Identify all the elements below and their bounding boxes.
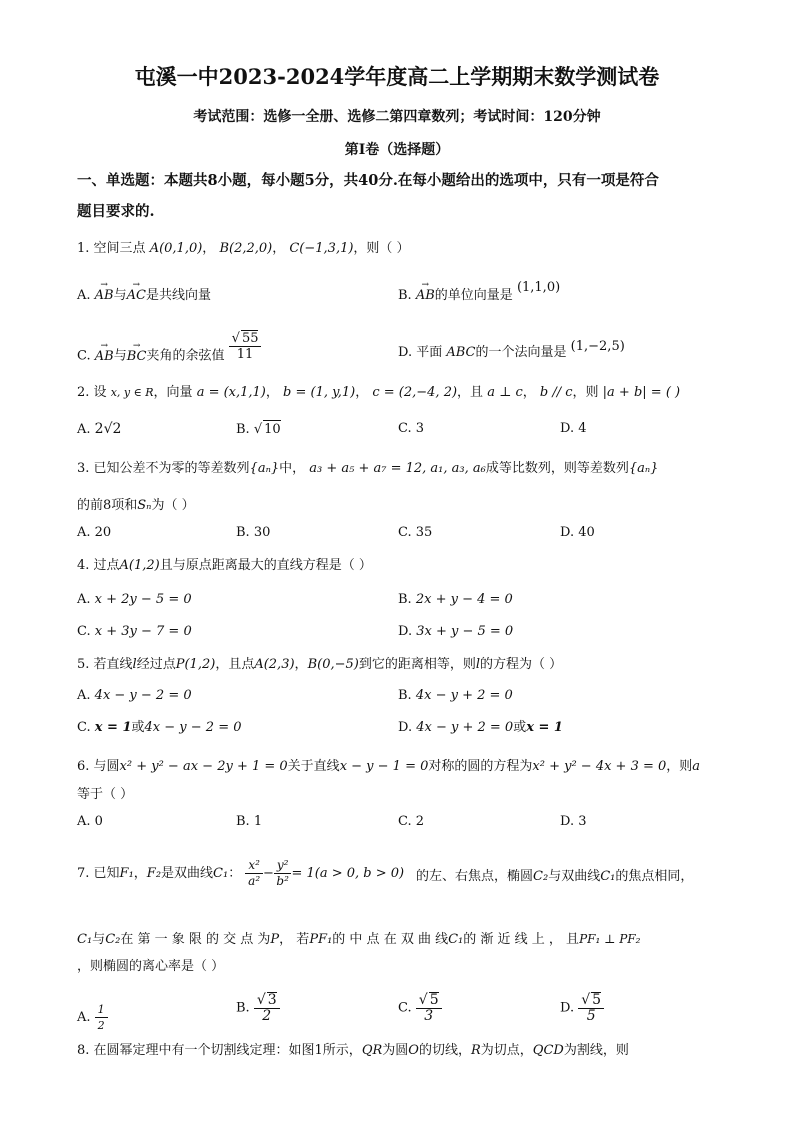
option-label: B. — [236, 1000, 250, 1016]
q1-opt-c-text2: 夹角的余弦值 — [146, 348, 225, 364]
option-or: 或 — [513, 720, 527, 735]
q7-colon: ： — [228, 866, 242, 881]
q7-c1-2: C₁ — [600, 869, 616, 884]
option-value: 3x + y − 5 = 0 — [416, 624, 514, 639]
q1-option-d — [398, 339, 625, 362]
q8-qcd: QCD — [532, 1043, 564, 1058]
question-8-stem — [77, 1042, 629, 1060]
q3-sequence-2: {aₙ} — [628, 461, 659, 476]
q1-opt-b-text: 的单位向量是 — [434, 288, 513, 303]
q4-text1: 4. 过点 — [77, 558, 120, 573]
q1-suffix: ，则（ ） — [353, 241, 410, 256]
q8-text1: 8. 在圆幂定理中有一个切割线定理：如图1所示， — [77, 1043, 362, 1058]
q5-text1: 5. 若直线 — [77, 657, 133, 672]
q7-text4: 与双曲线 — [548, 869, 601, 884]
q3-text3: 成等比数列，则等差数列 — [485, 461, 629, 476]
q7-point-p: P — [270, 932, 280, 947]
q7-c2-2: C₂ — [105, 932, 121, 947]
q7-c2: C₂ — [533, 869, 549, 884]
fraction-numerator: 1 — [95, 1002, 108, 1018]
q1-point-b: B(2,2,0) — [219, 241, 273, 256]
q1-opt-b-value: (1,1,0) — [516, 280, 561, 295]
q7-frac-x — [245, 858, 263, 889]
q7-l2-text-d: 的 中 点 在 双 曲 线 — [332, 932, 449, 947]
q7-f2: F₂ — [146, 866, 162, 881]
q1-opt-a-text1: 与 — [113, 288, 127, 303]
option-label: A. — [77, 688, 91, 703]
option-label: D. — [560, 1000, 575, 1016]
option-value: 4x − y − 2 = 0 — [94, 688, 192, 703]
vector-ab: → AB — [95, 287, 114, 305]
fraction-denominator: 11 — [236, 347, 254, 362]
q4-text2: 且与原点距离最大的直线方程是（ ） — [159, 558, 372, 573]
question-6-stem — [77, 758, 700, 776]
exam-scope: 考试范围：选修一全册、选修二第四章数列；考试时间：120分钟 — [193, 109, 601, 125]
option-value: 4x − y + 2 = 0 — [415, 688, 513, 703]
fraction-denominator: 2 — [262, 1008, 272, 1024]
q2-text3: ，则 — [572, 385, 599, 400]
q6-option-b: B. 1 — [236, 814, 263, 829]
q6-option-d: D. 3 — [560, 814, 587, 829]
plane-abc: ABC — [446, 345, 476, 360]
option-value: 2x + y − 4 = 0 — [415, 592, 513, 607]
question-7-stem — [77, 858, 404, 889]
q5-text5: 的方程为（ ） — [480, 657, 563, 672]
question-7-line2 — [77, 930, 640, 949]
q7-option-d: D. $\frac{√ 5}{5}$ — [560, 992, 604, 1024]
q2-option-c — [398, 420, 424, 438]
question-7-stem-cont — [416, 868, 693, 886]
volume-label: 第I卷（选择题） — [344, 142, 450, 158]
fraction-denominator: a² — [248, 874, 261, 888]
question-7-line3: ，则椭圆的离心率是（ ） — [77, 959, 225, 974]
vector-ab: → AB — [95, 348, 114, 366]
option-value: 4 — [578, 421, 587, 436]
q7-minus: − — [262, 866, 274, 881]
fraction-numerator: 3 — [267, 992, 277, 1008]
q5-point-p: P(1,2) — [175, 657, 216, 672]
q7-sep: ， — [133, 866, 147, 881]
q7-c1-4: C₁ — [448, 932, 464, 947]
option-value: 3 — [415, 421, 425, 436]
q1-opt-c-fraction: $\frac{√ 55}{11}$ — [229, 330, 262, 362]
q1-opt-c-text1: 与 — [113, 348, 127, 364]
q5-point-b: B(0,−5) — [307, 657, 359, 672]
q1-option-a — [77, 287, 211, 305]
fraction-numerator: y² — [274, 858, 292, 874]
fraction-numerator: 55 — [241, 331, 259, 346]
q7-text2: 是双曲线 — [161, 866, 214, 881]
option-label: C. — [77, 720, 91, 735]
q3-option-a: A. 20 — [77, 525, 112, 540]
q6-text3: 对称的圆的方程为 — [428, 759, 533, 774]
q8-o: O — [408, 1043, 419, 1058]
q2-domain: x, y ∈ R — [110, 386, 154, 399]
section-heading-line1: 一、单选题：本题共8小题，每小题5分，共40分.在每小题给出的选项中，只有一项是符合 — [77, 172, 659, 189]
q5-option-d — [398, 719, 563, 737]
q5-line-l-2: l — [475, 657, 481, 672]
q4-option-b — [398, 591, 513, 609]
section-heading-line2: 题目要求的. — [77, 203, 155, 220]
q6-param-a: a — [692, 759, 701, 774]
q6-text4: ，则 — [666, 759, 693, 774]
fraction-denominator: b² — [276, 874, 289, 888]
q5-sep: ， — [294, 657, 308, 672]
q7-l2-text-c: ， 若 — [279, 932, 310, 947]
option-label: A. — [77, 422, 91, 437]
vector-ac: → AC — [127, 287, 146, 305]
question-3-stem — [77, 460, 658, 478]
q3-option-c: C. 35 — [398, 525, 433, 540]
q8-r: R — [470, 1043, 481, 1058]
q2-text2: ，且 — [457, 385, 484, 400]
option-label: C. — [77, 348, 91, 364]
option-label: C. — [398, 1000, 412, 1016]
q3-condition: a₃ + a₅ + a₇ = 12, a₁, a₃, a₆ — [309, 461, 486, 476]
q6-text2: 关于直线 — [287, 759, 340, 774]
q3-sum: Sₙ — [137, 498, 152, 513]
q7-frac-y — [274, 858, 292, 889]
fraction-numerator: 5 — [429, 992, 439, 1008]
q6-circle-2: x² + y² − 4x + 3 = 0 — [532, 759, 667, 774]
q2-option-b: B. √ 10 — [236, 422, 281, 437]
q8-text4: 为切点， — [480, 1043, 533, 1058]
option-value-x: x = 1 — [94, 720, 132, 735]
option-value: 4x − y − 2 = 0 — [144, 720, 242, 735]
q5-option-a — [77, 687, 192, 705]
fraction-numerator: x² — [245, 858, 263, 874]
option-value: x + 2y − 5 = 0 — [94, 592, 192, 607]
option-value: 4x − y + 2 = 0 — [416, 720, 514, 735]
q7-l2-text-a: 与 — [92, 932, 106, 947]
q3-text4: 的前8项和 — [77, 498, 138, 513]
q3-text2: 中， — [279, 461, 306, 476]
fraction-denominator: 5 — [586, 1008, 596, 1024]
q6-option-a: A. 0 — [77, 814, 103, 829]
q2-vector-c: c = (2,−4, 2) — [372, 385, 458, 400]
option-or: 或 — [131, 720, 145, 735]
q7-l2-text-b: 在 第 一 象 限 的 交 点 为 — [120, 932, 271, 947]
option-label: A. — [77, 1010, 91, 1025]
question-3-line2 — [77, 497, 195, 515]
q6-circle-1: x² + y² − ax − 2y + 1 = 0 — [119, 759, 288, 774]
q2-option-a — [77, 420, 121, 439]
q8-qr: QR — [361, 1043, 383, 1058]
exam-title: 屯溪一中2023-2024学年度高二上学期期末数学测试卷 — [134, 64, 660, 89]
fraction-denominator: 2 — [97, 1019, 105, 1032]
q5-text4: 到它的距离相等，则 — [358, 657, 476, 672]
q1-point-c: C(−1,3,1) — [289, 241, 354, 256]
q7-l2-text-e: 的 渐 近 线 上 ， 且 — [463, 932, 580, 947]
q6-line: x − y − 1 = 0 — [339, 759, 429, 774]
q2-vector-b: b = (1, y,1) — [283, 385, 356, 400]
vector-bc: → BC — [127, 348, 147, 366]
q4-option-d — [398, 623, 513, 641]
option-label: C. — [398, 421, 412, 436]
q7-eq-rest: = 1(a > 0, b > 0) — [291, 866, 405, 881]
option-value: 10 — [264, 422, 281, 437]
q7-option-a — [77, 1002, 108, 1033]
q8-text5: 为割线，则 — [563, 1043, 629, 1058]
q1-option-c — [77, 331, 261, 372]
question-6-line2: 等于（ ） — [77, 787, 134, 802]
q5-option-b — [398, 687, 513, 705]
q7-option-c: C. $\frac{√ 5}{3}$ — [398, 992, 442, 1024]
q3-sequence: {aₙ} — [249, 461, 280, 476]
q1-opt-a-text2: 是共线向量 — [145, 288, 211, 303]
q7-f1: F₁ — [119, 866, 134, 881]
question-2-stem: 2. 设 x, y ∈ R，向量 a = (x,1,1)， b = (1, y,1)， c = (2,−4, 2)，且 a ⊥ c， b // c，则 |a + b| = ( ) — [77, 385, 681, 400]
q1-opt-d-value: (1,−2,5) — [570, 339, 625, 354]
fraction-denominator: 3 — [424, 1008, 434, 1024]
q6-option-c: C. 2 — [398, 814, 425, 829]
q2-text1: ，向量 — [153, 385, 193, 400]
option-label: B. — [398, 592, 412, 607]
q5-text3: ，且点 — [215, 657, 255, 672]
option-label: D. 平面 — [398, 345, 443, 360]
option-value-x: x = 1 — [526, 720, 563, 735]
vector-ab: → AB — [416, 287, 435, 305]
option-label: D. — [560, 421, 575, 436]
option-label: B. — [398, 288, 412, 303]
q8-text2: 为圆 — [382, 1043, 409, 1058]
q7-text1: 7. 已知 — [77, 866, 120, 881]
q3-option-b: B. 30 — [236, 525, 271, 540]
question-4-stem — [77, 557, 372, 575]
q5-option-c — [77, 719, 242, 737]
option-label: D. — [398, 624, 413, 639]
option-label: A. — [77, 592, 91, 607]
q7-perp: PF₁ ⊥ PF₂ — [579, 932, 641, 946]
q5-line-l: l — [132, 657, 137, 672]
question-5-stem — [77, 656, 562, 674]
q3-option-d: D. 40 — [560, 525, 595, 540]
question-1-stem: 1. 空间三点 A(0,1,0)， B(2,2,0)， C(−1,3,1)，则（ ） — [77, 241, 410, 256]
q2-condition-2: b // c — [539, 385, 573, 400]
q4-option-a — [77, 591, 192, 609]
q5-point-a: A(2,3) — [254, 657, 295, 672]
option-value: 2√2 — [94, 421, 122, 437]
q2-condition-1: a ⊥ c — [487, 385, 523, 400]
q2-prefix: 2. 设 — [77, 385, 107, 400]
fraction-numerator: 5 — [592, 992, 602, 1008]
q5-text2: 经过点 — [136, 657, 176, 672]
q7-text3: 的左、右焦点，椭圆 — [416, 869, 534, 884]
option-label: D. — [398, 720, 413, 735]
q7-c1-3: C₁ — [77, 932, 93, 947]
q7-option-b: B. $\frac{√ 3}{2}$ — [236, 992, 280, 1024]
q6-text1: 6. 与圆 — [77, 759, 120, 774]
q4-point: A(1,2) — [119, 558, 160, 573]
q2-option-d — [560, 420, 587, 438]
option-label: A. — [77, 288, 91, 303]
option-label: B. — [398, 688, 412, 703]
q1-option-b — [398, 280, 561, 305]
q4-option-c — [77, 623, 192, 641]
q1-prefix: 1. 空间三点 — [77, 241, 146, 256]
q7-pf1: PF₁ — [309, 932, 333, 947]
q3-text5: 为（ ） — [151, 498, 195, 513]
q7-c1: C₁ — [213, 866, 229, 881]
q3-text1: 3. 已知公差不为零的等差数列 — [77, 461, 250, 476]
q2-ask: |a + b| = ( ) — [602, 385, 681, 400]
option-value: x + 3y − 7 = 0 — [94, 624, 192, 639]
q8-text3: 的切线， — [418, 1043, 471, 1058]
q1-opt-d-text: 的一个法向量是 — [475, 345, 567, 360]
q1-point-a: A(0,1,0) — [149, 241, 203, 256]
q7-text5: 的焦点相同， — [615, 869, 694, 884]
option-label: B. — [236, 422, 250, 437]
option-label: C. — [77, 624, 91, 639]
q2-vector-a: a = (x,1,1) — [196, 385, 266, 400]
